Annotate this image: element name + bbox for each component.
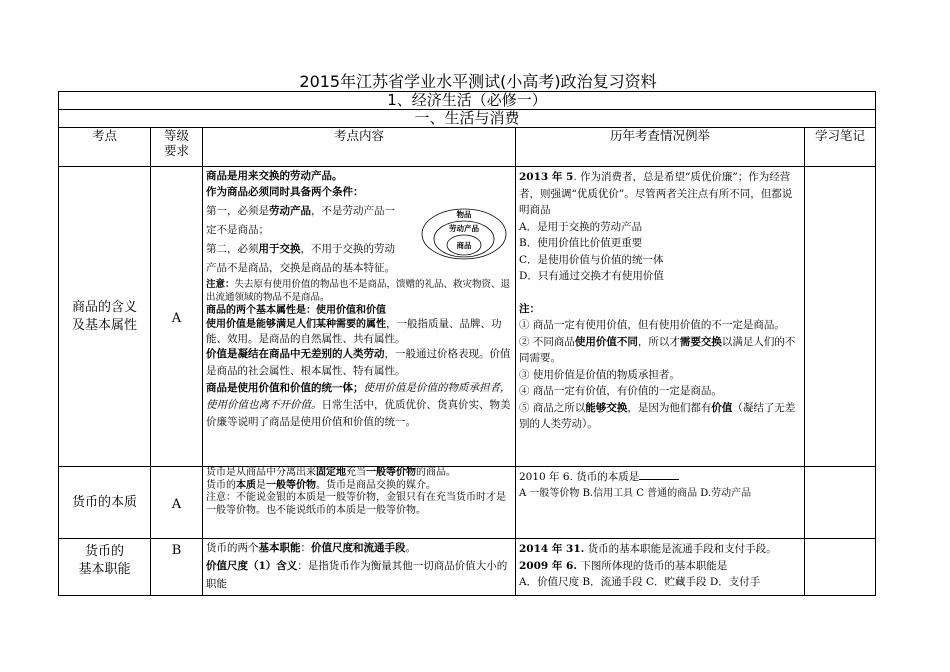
text-run: 。货币是商品交换的媒介。 [316, 479, 436, 491]
text-run: 货币的两个 [206, 542, 259, 554]
text-run-bold: 能够交换 [585, 401, 628, 414]
content-line [206, 480, 512, 493]
text-run: ，一般指质量、品牌、功能、效用。是商品的自然属性、共有属性。 [206, 318, 502, 345]
text-run-bold: 用于交换 [258, 243, 301, 255]
text-run-bold: 固定地 [316, 467, 346, 478]
column-header-exam: 历年考查情况例举 [516, 128, 805, 167]
level-cell: B [151, 539, 203, 596]
text-run: 。 [405, 542, 416, 554]
column-header-row [59, 128, 876, 167]
text-run-bold: 商品是使用价值和价值的统一体； [206, 382, 364, 394]
exam-cell [516, 539, 805, 596]
text-run: 充当 [346, 467, 366, 478]
notes-cell[interactable] [805, 467, 876, 539]
section-heading: 1、经济生活（必修一） [59, 92, 876, 110]
text-run: ，是因为他们都有 [627, 401, 712, 414]
level-cell: A [151, 467, 203, 539]
text-run-bold: 价值尺度和流通手段 [311, 542, 406, 554]
commodity-nesting-diagram [420, 204, 508, 260]
level-cell: A [151, 167, 203, 467]
text-run: 第一，必须是 [206, 205, 269, 217]
content-note [206, 278, 512, 304]
page-title: 2015年江苏省学业水平测试(小高考)政治复习资料 [299, 72, 657, 91]
content-cell [203, 167, 516, 467]
text-run: 的商品。 [416, 467, 456, 478]
text-run: 货币的 [206, 479, 236, 491]
text-run: ，不是劳动产品一 [311, 205, 395, 217]
diagram-outer-label: 物品 [456, 210, 472, 219]
text-run-bold: 使用价值不同 [574, 335, 638, 348]
text-run-bold: 一般等价物 [366, 467, 416, 478]
content-cell [203, 467, 516, 539]
content-line: 产品不是商品，交换是商品的基本特征。 [206, 262, 395, 274]
content-line [206, 540, 512, 557]
subsection-row [59, 110, 876, 128]
exam-text: 下图所体现的货币的基本职能是 [577, 559, 728, 572]
exam-year: 2009 年 6. [519, 559, 577, 572]
exam-note [519, 334, 801, 367]
exam-option: D．只有通过交换才有使用价值 [519, 270, 664, 282]
text-run: ，不用于交换的劳动 [300, 243, 395, 255]
text-run: ：是指货币作为衡量其他一切商品价值大小的职能 [206, 560, 508, 590]
column-header-level-text: 等级要求 [163, 128, 189, 158]
text-run: ② 不同商品 [519, 335, 575, 348]
topic-cell: 货币的本质 [59, 467, 151, 539]
content-line [206, 557, 512, 593]
text-run: 货币是从商品中分离出来 [206, 467, 316, 478]
exam-note: ④ 商品一定有价值，有价值的一定是商品。 [519, 385, 722, 397]
exam-cell [516, 467, 805, 539]
text-run-bold: 使用价值是能够满足人们某种需要的属性 [206, 319, 386, 330]
content-line: 注意：不能说金银的本质是一般等价物，金银只有在充当货币时才是一般等价物。也不能说纸币的本质是一般等价物。 [206, 492, 506, 516]
exam-question [519, 169, 801, 219]
notes-cell[interactable] [805, 167, 876, 467]
exam-note-label: 注： [519, 302, 540, 315]
exam-question [519, 541, 801, 558]
text-run: （凝结了无差别的人类劳动）。 [519, 401, 796, 430]
diagram-inner-label: 商品 [456, 241, 472, 250]
exam-cell [516, 167, 805, 467]
subsection-heading: 一、生活与消费 [59, 110, 876, 128]
exam-options: A 一般等价物 B.信用工具 C 普通的商品 D.劳动产品 [519, 487, 752, 499]
content-line: 商品的两个基本属性是：使用价值和价值 [206, 305, 386, 316]
exam-note [519, 400, 801, 433]
topic-cell [59, 539, 151, 596]
text-run: 是 [256, 479, 266, 491]
content-cell [203, 539, 516, 596]
content-line [206, 317, 512, 346]
exam-question [519, 469, 801, 486]
note-label: 注意： [206, 279, 235, 290]
exam-option: B．使用价值比价值更重要 [519, 237, 643, 249]
text-run: 以满足人们的不同需要。 [519, 335, 796, 364]
text-run-bold: 价值尺度（1）含义 [206, 560, 298, 572]
answer-blank [639, 479, 679, 480]
exam-question [519, 558, 801, 575]
exam-text: . 作为消费者，总是希望“质优价廉”；作为经营者，则强调“优质优价”。尽管两者关注点有所不同，但都说明商品 [519, 171, 793, 216]
text-run: 日常生活中，优质优价、货真价实、物美价廉等说明了商品是使用价值和价值的统一。 [206, 399, 511, 428]
text-run-bold: 劳动产品 [269, 205, 311, 217]
text-run-bold: 本质 [236, 479, 256, 491]
text-run: ，所以才 [637, 335, 680, 348]
topic-cell [59, 167, 151, 467]
exam-year: 2013 年 5 [519, 171, 574, 183]
table-row [59, 539, 876, 596]
note-text: 失去原有使用价值的物品也不是商品，馈赠的礼品、救灾物资、退出流通领域的物品不是商品。 [206, 279, 511, 303]
topic-label: 商品的含义及基本属性 [71, 299, 137, 333]
content-line: 商品是用来交换的劳动产品。 [206, 170, 343, 182]
exam-options: A．价值尺度 B．流通手段 C．贮藏手段 D．支付手 [519, 576, 761, 588]
table-row [59, 467, 876, 539]
text-run-bold: 一般等价物 [266, 479, 316, 491]
exam-year: 2014 年 31. [519, 543, 585, 555]
exam-text: 2010 年 6. 货币的本质是 [519, 471, 640, 483]
diagram-middle-label: 劳动产品 [449, 224, 479, 233]
column-header-level [151, 128, 203, 167]
text-run-bold: 需要交换 [679, 335, 722, 348]
text-run-bold: 价值 [711, 401, 733, 414]
text-run: ： [300, 542, 311, 554]
content-line [206, 467, 512, 480]
notes-cell[interactable] [805, 539, 876, 596]
section-row [59, 92, 876, 110]
text-run-bold: 价值是凝结在商品中无差别的人类劳动 [206, 348, 385, 360]
review-table [58, 91, 876, 596]
content-line: 作为商品必须同时具备两个条件： [206, 186, 364, 198]
exam-option: A．是用于交换的劳动产品 [519, 220, 643, 233]
table-row [59, 167, 876, 467]
content-line [206, 346, 512, 380]
exam-note: ① 商品一定有使用价值，但有使用价值的不一定是商品。 [519, 319, 785, 331]
text-run: 第二，必须 [206, 243, 259, 255]
column-header-topic: 考点 [59, 128, 151, 167]
text-run: 使用价值是价值的物质承担者，使用价值也离不开价值。 [206, 382, 511, 411]
text-run: ，一般通过价格表现。价值是商品的社会属性、根本属性、特有属性。 [206, 348, 511, 377]
topic-label-line: 货币的 [84, 544, 124, 559]
text-run: ⑤ 商品之所以 [519, 401, 586, 414]
text-run-bold: 基本职能 [258, 542, 301, 554]
exam-text: 货币的基本职能是流通手段和支付手段。 [584, 543, 777, 555]
exam-note: ③ 使用价值是价值的物质承担者。 [519, 368, 680, 381]
column-header-notes: 学习笔记 [805, 128, 876, 167]
topic-label-line: 基本职能 [78, 562, 131, 577]
column-header-content: 考点内容 [203, 128, 516, 167]
exam-option: C．是使用价值与价值的统一体 [519, 253, 664, 266]
content-line: 定不是商品； [206, 224, 269, 236]
content-line [206, 380, 512, 431]
